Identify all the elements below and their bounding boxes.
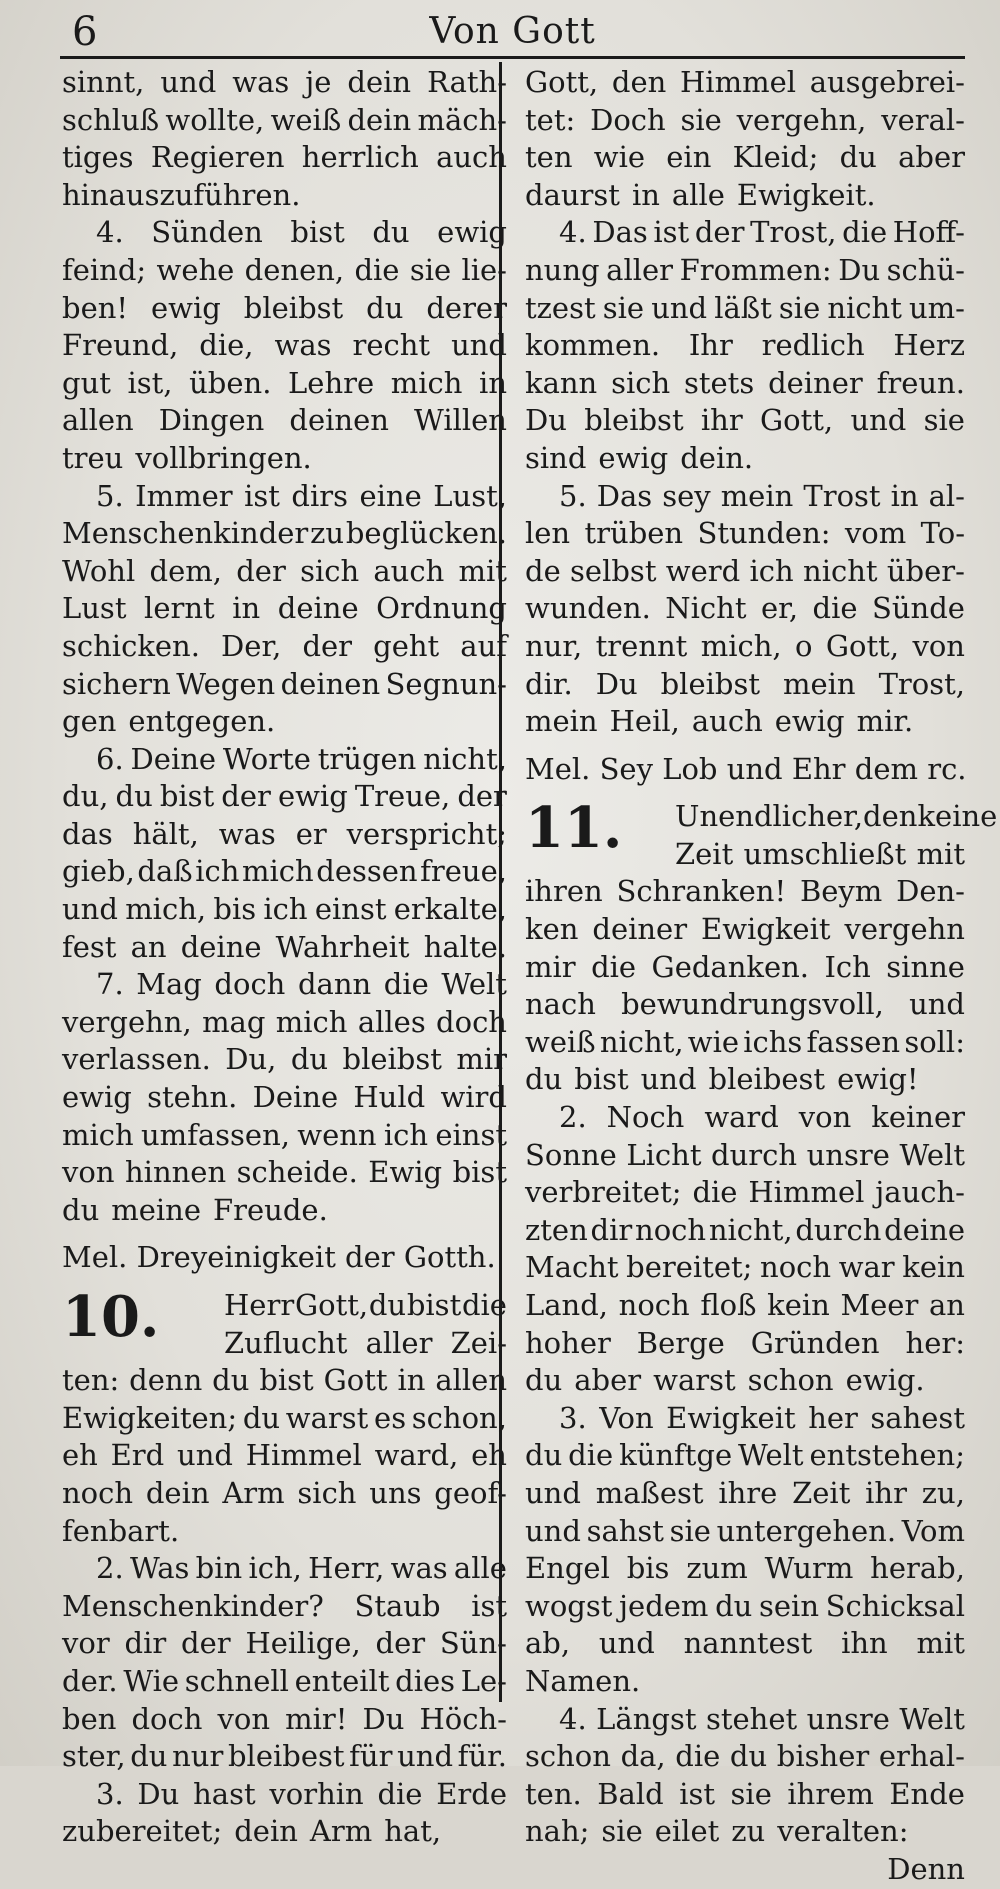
text-line: mich umfassen, wenn ich einst	[62, 1117, 507, 1152]
text-line: ster, du nur bleibest für und für.	[62, 1739, 507, 1774]
text-line: Gott, den Himmel ausgebrei-	[525, 65, 965, 99]
text-line: dir. Du bleibst mein Trost,	[525, 666, 965, 701]
text-line: ihren Schranken! Beym Den-	[525, 874, 965, 909]
text-line: verbreitet; die Himmel jauch-	[525, 1175, 965, 1210]
text-line: ewig stehn. Deine Huld wird	[62, 1080, 507, 1115]
text-line: 2. Noch ward von keiner	[559, 1100, 965, 1135]
text-line: 4. Sünden bist du ewig	[96, 215, 507, 250]
text-line: weiß nicht, wie ichs fassen soll:	[525, 1024, 965, 1059]
text-line: gieb, daß ich mich dessen freue,	[62, 854, 507, 889]
text-line: 5. Das sey mein Trost in al-	[559, 478, 965, 513]
melody-line-right: Mel. Sey Lob und Ehr dem rc.	[525, 751, 967, 786]
text-line: zten dir noch nicht, durch deine	[525, 1212, 965, 1247]
text-line: du bist und bleibest ewig!	[525, 1062, 919, 1097]
text-line: feind; wehe denen, die sie lie-	[62, 252, 507, 287]
text-line: 5. Immer ist dirs eine Lust,	[96, 478, 507, 513]
text-line: du meine Freude.	[62, 1192, 328, 1227]
text-line: ten. Bald ist sie ihrem Ende	[525, 1776, 965, 1811]
text-line: ken deiner Ewigkeit vergehn	[525, 912, 965, 947]
text-line: daurst in alle Ewigkeit.	[525, 177, 876, 212]
text-line: vergehn, mag mich alles doch	[62, 1004, 507, 1039]
text-line: de selbst werd ich nicht über-	[525, 553, 965, 588]
text-line: 3. Du hast vorhin die Erde	[96, 1776, 507, 1811]
text-line: Sonne Licht durch unsre Welt	[525, 1137, 965, 1172]
text-line: gut ist, üben. Lehre mich in	[62, 365, 507, 400]
text-line: Lust lernt in deine Ordnung	[62, 591, 507, 626]
text-line: nach bewundrungsvoll, und	[525, 987, 965, 1022]
text-line: verlassen. Du, du bleibst mir	[62, 1042, 507, 1077]
text-line: wunden. Nicht er, die Sünde	[525, 591, 965, 626]
catchword: Denn	[887, 1851, 965, 1886]
text-line: fest an deine Wahrheit halte.	[62, 929, 507, 964]
text-line: 4. Das ist der Trost, die Hoff-	[559, 215, 965, 250]
text-line: Freund, die, was recht und	[62, 328, 507, 363]
melody-line-left: Mel. Dreyeinigkeit der Gotth.	[62, 1240, 496, 1275]
text-line: von hinnen scheide. Ewig bist	[62, 1155, 507, 1190]
hymn-10-second-line: Zuflucht aller Zei-	[224, 1325, 507, 1360]
text-line: len trüben Stunden: vom To-	[525, 516, 965, 551]
text-line: 2. Was bin ich, Herr, was alle	[96, 1551, 507, 1586]
text-line: und maßest ihre Zeit ihr zu,	[525, 1475, 965, 1510]
text-line: Namen.	[525, 1663, 641, 1698]
text-line: sinnt, und was je dein Rath-	[62, 65, 507, 99]
text-line: sind ewig dein.	[525, 440, 754, 475]
left-column	[62, 64, 507, 1851]
text-line: ab, und nanntest ihn mit	[525, 1626, 965, 1661]
text-line: schicken. Der, der geht auf	[62, 628, 507, 663]
text-line: allen Dingen deinen Willen	[62, 403, 507, 438]
header-rule	[60, 56, 965, 59]
text-line: nur, trennt mich, o Gott, von	[525, 628, 965, 663]
text-line: Menschenkinder? Staub ist	[62, 1588, 507, 1623]
text-line: das hält, was er verspricht;	[62, 816, 507, 851]
hymn-11-first-line: Unendlicher, den keine	[675, 799, 998, 834]
page-number: 6	[72, 9, 98, 55]
text-line: fenbart.	[62, 1513, 180, 1548]
text-line: nung aller Frommen: Du schü-	[525, 252, 965, 287]
text-line: vor dir der Heilige, der Sün-	[62, 1626, 507, 1661]
text-line: Ewigkeiten; du warst es schon,	[62, 1400, 507, 1435]
hymn-11-second-line: Zeit umschließt mit	[675, 836, 965, 871]
running-head: Von Gott	[429, 11, 596, 52]
text-line: Engel bis zum Wurm herab,	[525, 1551, 965, 1586]
text-line: mir die Gedanken. Ich sinne	[525, 949, 965, 984]
text-line: und mich, bis ich einst erkalte,	[62, 892, 507, 927]
right-column-text	[525, 64, 965, 741]
text-line: 3. Von Ewigkeit her sahest	[559, 1400, 965, 1435]
text-line: Land, noch floß kein Meer an	[525, 1288, 965, 1322]
text-line: sichern Wegen deinen Segnun-	[62, 666, 507, 701]
text-line: mein Heil, auch ewig mir.	[525, 704, 914, 739]
page-header	[60, 6, 965, 54]
text-line: kommen. Ihr redlich Herz	[525, 328, 965, 363]
hymn-11-text	[525, 873, 965, 1850]
text-line: treu vollbringen.	[62, 440, 312, 475]
text-line: Wohl dem, der sich auch mit	[62, 553, 507, 588]
text-line: ben! ewig bleibst du derer	[62, 290, 507, 325]
text-line: 6. Deine Worte trügen nicht,	[96, 741, 507, 776]
text-line: 7. Mag doch dann die Welt	[96, 967, 507, 1002]
text-line: tiges Regieren herrlich auch	[62, 140, 507, 175]
text-line: hoher Berge Gründen her:	[525, 1325, 965, 1360]
text-line: und sahst sie untergehen. Vom	[525, 1513, 965, 1548]
text-line: der. Wie schnell enteilt dies Le-	[62, 1663, 507, 1698]
text-line: zubereitet; dein Arm hat,	[62, 1814, 442, 1849]
text-line: gen entgegen.	[62, 704, 276, 739]
text-line: hinauszuführen.	[62, 177, 301, 212]
text-line: tet: Doch sie vergehn, veral-	[525, 102, 965, 137]
text-line: ten wie ein Kleid; du aber	[525, 140, 965, 175]
text-line: 4. Längst stehet unsre Welt	[559, 1701, 965, 1736]
text-line: du aber warst schon ewig.	[525, 1363, 925, 1398]
text-line: schluß wollte, weiß dein mäch-	[62, 102, 507, 137]
hymn-number-11: 11.	[525, 795, 623, 862]
hymn-10-opening	[62, 1284, 507, 1362]
text-line: tzest sie und läßt sie nicht um-	[525, 290, 965, 325]
text-line: ben doch von mir! Du Höch-	[62, 1701, 507, 1736]
text-line: Macht bereitet; noch war kein	[525, 1250, 965, 1285]
text-line: noch dein Arm sich uns geof-	[62, 1475, 507, 1510]
text-line: ten: denn du bist Gott in allen	[62, 1363, 507, 1398]
text-line: du die künftge Welt entstehen;	[525, 1438, 965, 1473]
hymn-10-text	[62, 1362, 507, 1851]
text-line: Du bleibst ihr Gott, und sie	[525, 403, 965, 438]
hymn-11-opening	[525, 795, 998, 873]
text-line: nah; sie eilet zu veralten:	[525, 1814, 909, 1849]
right-column	[525, 64, 998, 1889]
text-line: du, du bist der ewig Treue, der	[62, 779, 507, 814]
text-line: eh Erd und Himmel ward, eh	[62, 1438, 507, 1473]
text-line: wogst jedem du sein Schicksal	[525, 1588, 965, 1623]
text-line: Menschenkinder zu beglücken.	[62, 516, 507, 551]
hymn-number-10: 10.	[62, 1284, 160, 1350]
hymn-10-first-line: Herr Gott, du bist die	[224, 1288, 507, 1322]
left-column-text	[62, 64, 507, 1229]
text-line: schon da, die du bisher erhal-	[525, 1739, 965, 1774]
text-line: kann sich stets deiner freun.	[525, 365, 965, 400]
